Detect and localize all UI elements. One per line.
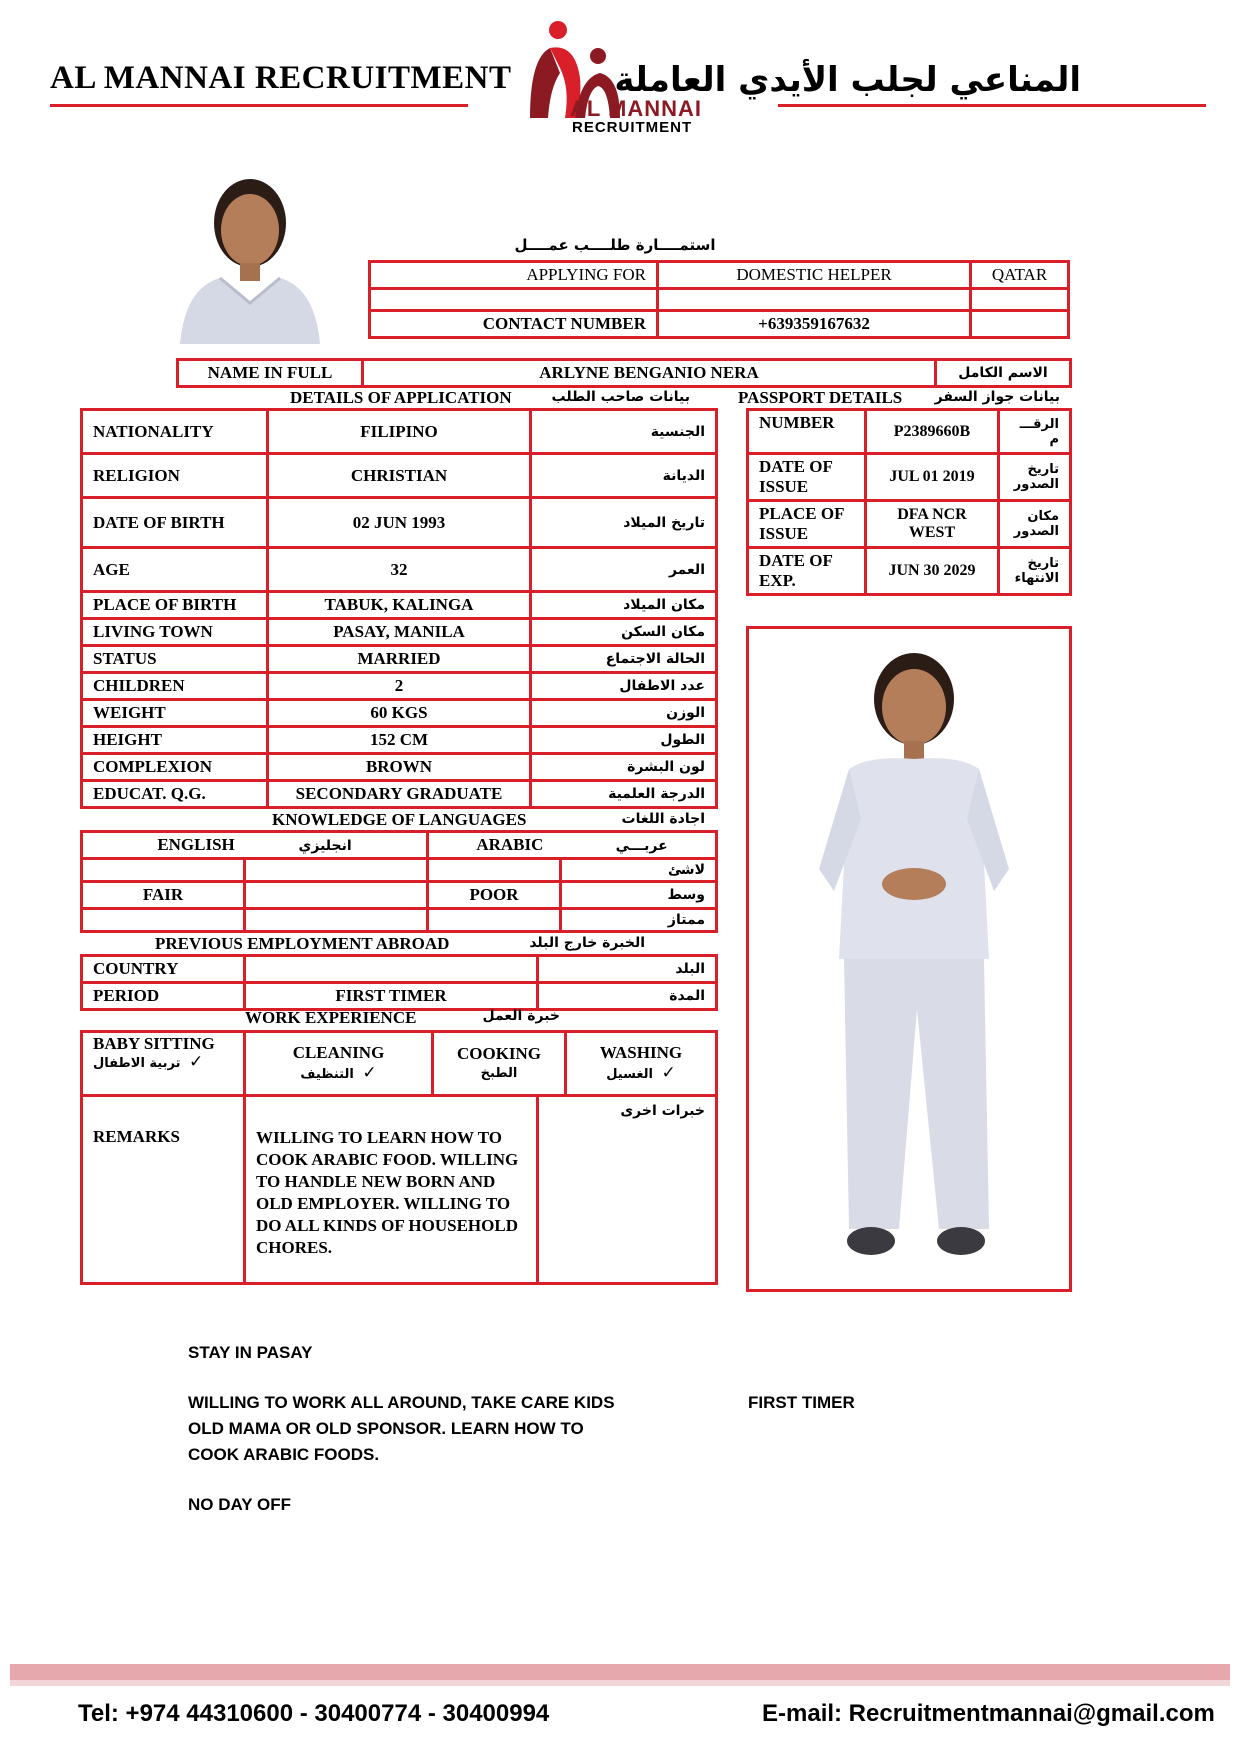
detail-row <box>82 673 717 700</box>
detail-value: FILIPINO <box>268 410 531 454</box>
empty-cell <box>82 859 245 882</box>
application-table <box>368 260 1070 339</box>
empty-cell <box>82 909 245 932</box>
baby-sitting-ar: تربية الاطفال <box>93 1056 181 1071</box>
languages-heading-ar: اجادة اللغات <box>621 811 705 827</box>
detail-label-ar: العمر <box>531 548 717 592</box>
passport-number-label: NUMBER <box>748 410 866 454</box>
detail-label-ar: الدرجة العلمية <box>531 781 717 808</box>
details-heading-ar: بيانات صاحب الطلب <box>551 389 690 405</box>
applying-for-value: DOMESTIC HELPER <box>658 262 971 289</box>
detail-label-ar: الطول <box>531 727 717 754</box>
cooking-ar: الطبخ <box>480 1065 518 1081</box>
level-none-ar: لاشئ <box>561 859 717 882</box>
issue-date: JUL 01 2019 <box>866 454 999 501</box>
logo-line2: RECRUITMENT <box>572 119 693 136</box>
issue-date-ar: تاريخ الصدور <box>999 454 1071 501</box>
washing-check-icon: ✓ <box>661 1062 676 1083</box>
detail-label: AGE <box>82 548 268 592</box>
header-rule-left <box>50 104 468 107</box>
empty-cell <box>428 909 561 932</box>
detail-label: NATIONALITY <box>82 410 268 454</box>
cleaning-ar: التنظيف <box>300 1066 354 1082</box>
expiry-date: JUN 30 2029 <box>866 548 999 595</box>
applying-country: QATAR <box>971 262 1069 289</box>
detail-label: DATE OF BIRTH <box>82 498 268 548</box>
detail-label: STATUS <box>82 646 268 673</box>
name-label-ar: الاسم الكامل <box>936 360 1071 387</box>
previous-employment-table <box>80 954 718 1011</box>
logo-line1: AL MANNAI <box>570 96 703 121</box>
detail-row <box>82 454 717 498</box>
detail-row <box>82 548 717 592</box>
note-willing-line1: WILLING TO WORK ALL AROUND, TAKE CARE KIDS <box>188 1393 615 1412</box>
country-label-ar: البلد <box>538 956 717 983</box>
detail-row <box>82 646 717 673</box>
detail-value: 152 CM <box>268 727 531 754</box>
detail-label-ar: مكان السكن <box>531 619 717 646</box>
full-name: ARLYNE BENGANIO NERA <box>363 360 936 387</box>
detail-row <box>82 619 717 646</box>
detail-label-ar: عدد الاطفال <box>531 673 717 700</box>
empty-cell <box>370 289 658 311</box>
cleaning-cell <box>245 1032 433 1096</box>
detail-label: WEIGHT <box>82 700 268 727</box>
detail-value: CHRISTIAN <box>268 454 531 498</box>
details-table <box>80 408 718 809</box>
passport-number-ar: الرقـــ م <box>999 410 1071 454</box>
applicant-photo-small <box>160 168 340 344</box>
empty-cell <box>245 956 538 983</box>
detail-label-ar: الجنسية <box>531 410 717 454</box>
period-value: FIRST TIMER <box>245 983 538 1010</box>
previous-employment-heading: PREVIOUS EMPLOYMENT ABROAD <box>155 934 450 953</box>
empty-cell <box>245 859 428 882</box>
detail-label: PLACE OF BIRTH <box>82 592 268 619</box>
work-experience-heading: WORK EXPERIENCE <box>245 1008 417 1027</box>
baby-sitting-label: BABY SITTING <box>93 1034 215 1053</box>
passport-number: P2389660B <box>866 410 999 454</box>
cleaning-label: CLEANING <box>292 1042 385 1062</box>
detail-value: 32 <box>268 548 531 592</box>
note-first-timer: FIRST TIMER <box>748 1393 855 1412</box>
work-experience-heading-ar: خبرة العمل <box>482 1008 560 1024</box>
languages-heading: KNOWLEDGE OF LANGUAGES <box>272 810 527 829</box>
level-mid-ar: وسط <box>561 882 717 909</box>
remarks-text: WILLING TO LEARN HOW TO COOK ARABIC FOOD. WILLING TO HANDLE NEW BORN AND OLD EMPLOYER. WILLING TO DO ALL KINDS OF HOUSEHOLD CHORES. <box>245 1096 538 1284</box>
detail-label-ar: الديانة <box>531 454 717 498</box>
company-name-en: AL MANNAI RECRUITMENT <box>50 60 512 96</box>
arabic-header-cell <box>428 832 717 859</box>
name-table <box>176 358 1072 388</box>
note-stay: STAY IN PASAY <box>188 1343 313 1362</box>
detail-value: 2 <box>268 673 531 700</box>
english-level: FAIR <box>82 882 245 909</box>
passport-table <box>746 408 1072 596</box>
english-header-cell <box>82 832 428 859</box>
details-heading: DETAILS OF APPLICATION <box>290 388 512 407</box>
detail-label: CHILDREN <box>82 673 268 700</box>
form-title-ar: استمــــارة طلــــب عمــــل <box>514 236 716 254</box>
detail-label-ar: مكان الميلاد <box>531 592 717 619</box>
detail-value: PASAY, MANILA <box>268 619 531 646</box>
contact-value: +639359167632 <box>658 311 971 338</box>
note-willing-line3: COOK ARABIC FOODS. <box>188 1445 380 1464</box>
applicant-photo-full <box>746 626 1072 1292</box>
washing-label: WASHING <box>599 1042 683 1062</box>
remarks-label: REMARKS <box>82 1096 245 1284</box>
detail-label: HEIGHT <box>82 727 268 754</box>
detail-label: COMPLEXION <box>82 754 268 781</box>
note-willing-line2: OLD MAMA OR OLD SPONSOR. LEARN HOW TO <box>188 1419 584 1438</box>
languages-table <box>80 830 718 933</box>
cooking-label: COOKING <box>456 1043 542 1063</box>
contact-label: CONTACT NUMBER <box>370 311 658 338</box>
level-excellent-ar: ممتاز <box>561 909 717 932</box>
expiry-ar: تاريخ الانتهاء <box>999 548 1071 595</box>
arabic-level: POOR <box>428 882 561 909</box>
period-label-ar: المدة <box>538 983 717 1010</box>
country-label: COUNTRY <box>82 956 245 983</box>
remarks-table <box>80 1094 718 1285</box>
detail-value: TABUK, KALINGA <box>268 592 531 619</box>
passport-heading: PASSPORT DETAILS <box>738 388 903 407</box>
empty-cell <box>428 859 561 882</box>
detail-label: EDUCAT. Q.G. <box>82 781 268 808</box>
cooking-cell <box>433 1032 566 1096</box>
detail-row <box>82 727 717 754</box>
note-day-off: NO DAY OFF <box>188 1495 291 1514</box>
footer-phone: Tel: +974 44310600 - 30400774 - 30400994 <box>78 1700 550 1727</box>
washing-ar: الغسيل <box>606 1066 654 1082</box>
detail-value: MARRIED <box>268 646 531 673</box>
header-rule-right <box>778 104 1206 107</box>
empty-cell <box>971 311 1069 338</box>
detail-label-ar: الوزن <box>531 700 717 727</box>
empty-cell <box>245 882 428 909</box>
detail-value: SECONDARY GRADUATE <box>268 781 531 808</box>
empty-cell <box>971 289 1069 311</box>
baby-sitting-cell <box>82 1032 245 1096</box>
period-label: PERIOD <box>82 983 245 1010</box>
expiry-label: DATE OF EXP. <box>748 548 866 595</box>
work-experience-table <box>80 1030 718 1097</box>
detail-label-ar: لون البشرة <box>531 754 717 781</box>
detail-row <box>82 410 717 454</box>
english-label: ENGLISH <box>157 835 235 854</box>
footer-band <box>10 1664 1230 1680</box>
other-experience-ar: خبرات اخرى <box>538 1096 717 1284</box>
detail-value: 60 KGS <box>268 700 531 727</box>
empty-cell <box>658 289 971 311</box>
detail-row <box>82 754 717 781</box>
detail-row <box>82 700 717 727</box>
passport-heading-ar: بيانات جواز السفر <box>934 389 1060 405</box>
issue-date-label: DATE OF ISSUE <box>748 454 866 501</box>
applying-for-label: APPLYING FOR <box>370 262 658 289</box>
washing-cell <box>566 1032 717 1096</box>
issue-place-ar: مكان الصدور <box>999 501 1071 548</box>
arabic-label: ARABIC <box>476 835 544 854</box>
english-label-ar: انجليزي <box>298 838 352 854</box>
company-name-ar: المناعي لجلب الأيدي العاملة <box>614 60 1081 100</box>
footer-band-light <box>10 1680 1230 1686</box>
arabic-label-ar: عربـــي <box>615 838 668 854</box>
detail-label: LIVING TOWN <box>82 619 268 646</box>
detail-label: RELIGION <box>82 454 268 498</box>
previous-employment-heading-ar: الخبرة خارج البلد <box>529 935 645 951</box>
detail-row <box>82 592 717 619</box>
detail-value: BROWN <box>268 754 531 781</box>
cleaning-check-icon: ✓ <box>362 1062 377 1083</box>
detail-row <box>82 781 717 808</box>
detail-row <box>82 498 717 548</box>
issue-place-label: PLACE OF ISSUE <box>748 501 866 548</box>
empty-cell <box>245 909 428 932</box>
name-label: NAME IN FULL <box>178 360 363 387</box>
baby-sitting-check-icon: ✓ <box>188 1052 204 1072</box>
detail-label-ar: الحالة الاجتماع <box>531 646 717 673</box>
footer-email: E-mail: Recruitmentmannai@gmail.com <box>762 1700 1215 1727</box>
issue-place: DFA NCR WEST <box>866 501 999 548</box>
detail-value: 02 JUN 1993 <box>268 498 531 548</box>
detail-label-ar: تاريخ الميلاد <box>531 498 717 548</box>
